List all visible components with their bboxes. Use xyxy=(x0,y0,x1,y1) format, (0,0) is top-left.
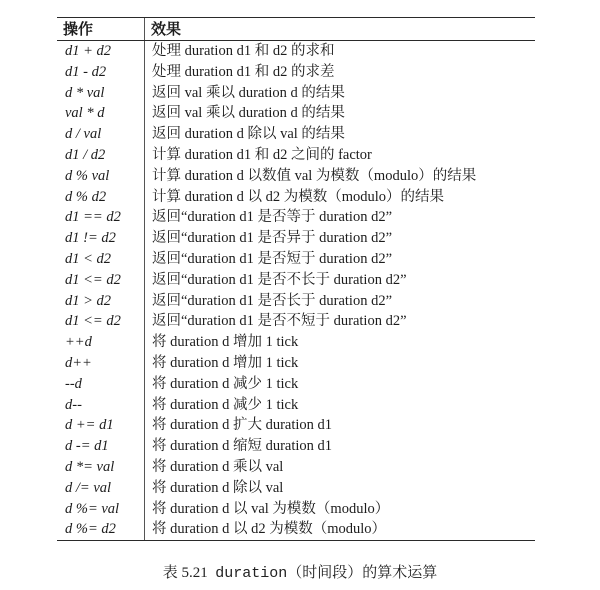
effect-cell: 将 duration d 增加 1 tick xyxy=(152,334,299,351)
caption-number: 表 5.21 xyxy=(162,565,208,581)
operation-cell: d++ xyxy=(57,353,145,374)
table-row xyxy=(57,145,535,166)
effect-cell: 将 duration d 乘以 val xyxy=(152,458,284,475)
operation-cell: d1 / d2 xyxy=(57,145,145,166)
operation-cell: d1 <= d2 xyxy=(57,311,145,332)
operation-cell: d %= d2 xyxy=(57,519,145,540)
operation-cell: d -= d1 xyxy=(57,436,145,457)
operation-cell: d += d1 xyxy=(57,415,145,436)
operation-cell: d / val xyxy=(57,124,145,145)
effect-cell: 将 duration d 以 val 为模数（modulo） xyxy=(152,500,390,517)
table-row xyxy=(57,332,535,353)
operation-cell: d1 != d2 xyxy=(57,228,145,249)
table-row xyxy=(57,41,535,62)
operation-cell: d % val xyxy=(57,166,145,187)
table-row xyxy=(57,166,535,187)
effect-cell: 返回“duration d1 是否不长于 duration d2” xyxy=(152,271,407,288)
effect-cell: 返回 val 乘以 duration d 的结果 xyxy=(152,105,345,122)
caption-code: duration xyxy=(215,565,288,582)
effect-cell: 将 duration d 减少 1 tick xyxy=(152,375,299,392)
effect-cell: 将 duration d 扩大 duration d1 xyxy=(152,417,333,434)
table-row xyxy=(57,311,535,332)
table-row xyxy=(57,187,535,208)
effect-cell: 处理 duration d1 和 d2 的求差 xyxy=(152,63,335,80)
operation-cell: d %= val xyxy=(57,499,145,520)
effect-cell: 计算 duration d 以 d2 为模数（modulo）的结果 xyxy=(152,188,445,205)
table-caption xyxy=(0,563,600,584)
table-row xyxy=(57,478,535,499)
effect-cell: 返回“duration d1 是否异于 duration d2” xyxy=(152,230,393,247)
table-row xyxy=(57,374,535,395)
table-row xyxy=(57,103,535,124)
effect-cell: 返回“duration d1 是否短于 duration d2” xyxy=(152,250,393,267)
table-row xyxy=(57,519,535,540)
table-row xyxy=(57,436,535,457)
header-operation: 操作 xyxy=(57,18,145,40)
operation-cell: d % d2 xyxy=(57,187,145,208)
effect-cell: 处理 duration d1 和 d2 的求和 xyxy=(152,43,335,59)
operation-cell: d1 < d2 xyxy=(57,249,145,270)
table-row xyxy=(57,83,535,104)
table-row xyxy=(57,62,535,83)
operation-cell: d1 > d2 xyxy=(57,291,145,312)
operation-cell: d *= val xyxy=(57,457,145,478)
operation-cell: ++d xyxy=(57,332,145,353)
table-row xyxy=(57,228,535,249)
header-effect: 效果 xyxy=(151,20,182,38)
table-row xyxy=(57,207,535,228)
table-row xyxy=(57,124,535,145)
table-row xyxy=(57,457,535,478)
caption-text: （时间段）的算术运算 xyxy=(287,565,438,581)
table-body xyxy=(57,41,535,540)
effect-cell: 返回 duration d 除以 val 的结果 xyxy=(152,126,345,143)
operation-cell: d-- xyxy=(57,395,145,416)
operation-cell: d1 <= d2 xyxy=(57,270,145,291)
effect-cell: 将 duration d 减少 1 tick xyxy=(152,396,299,413)
operation-cell: d /= val xyxy=(57,478,145,499)
operation-cell: val * d xyxy=(57,103,145,124)
table-row xyxy=(57,270,535,291)
operations-table xyxy=(57,17,535,541)
effect-cell: 将 duration d 缩短 duration d1 xyxy=(152,438,333,455)
effect-cell: 将 duration d 增加 1 tick xyxy=(152,354,299,371)
effect-cell: 将 duration d 以 d2 为模数（modulo） xyxy=(152,521,387,538)
effect-cell: 返回“duration d1 是否不短于 duration d2” xyxy=(152,313,407,330)
table-row xyxy=(57,499,535,520)
table-row xyxy=(57,395,535,416)
table-row xyxy=(57,291,535,312)
operation-cell: --d xyxy=(57,374,145,395)
table-row xyxy=(57,249,535,270)
effect-cell: 将 duration d 除以 val xyxy=(152,479,284,496)
effect-cell: 计算 duration d1 和 d2 之间的 factor xyxy=(152,146,372,163)
table-header-row xyxy=(57,18,535,41)
operation-cell: d * val xyxy=(57,83,145,104)
table-row xyxy=(57,415,535,436)
effect-cell: 返回 val 乘以 duration d 的结果 xyxy=(152,84,345,101)
effect-cell: 计算 duration d 以数值 val 为模数（modulo）的结果 xyxy=(152,167,477,184)
effect-cell: 返回“duration d1 是否等于 duration d2” xyxy=(152,209,393,226)
operation-cell: d1 - d2 xyxy=(57,62,145,83)
operation-cell: d1 + d2 xyxy=(57,41,145,62)
effect-cell: 返回“duration d1 是否长于 duration d2” xyxy=(152,292,393,309)
operation-cell: d1 == d2 xyxy=(57,207,145,228)
table-row xyxy=(57,353,535,374)
